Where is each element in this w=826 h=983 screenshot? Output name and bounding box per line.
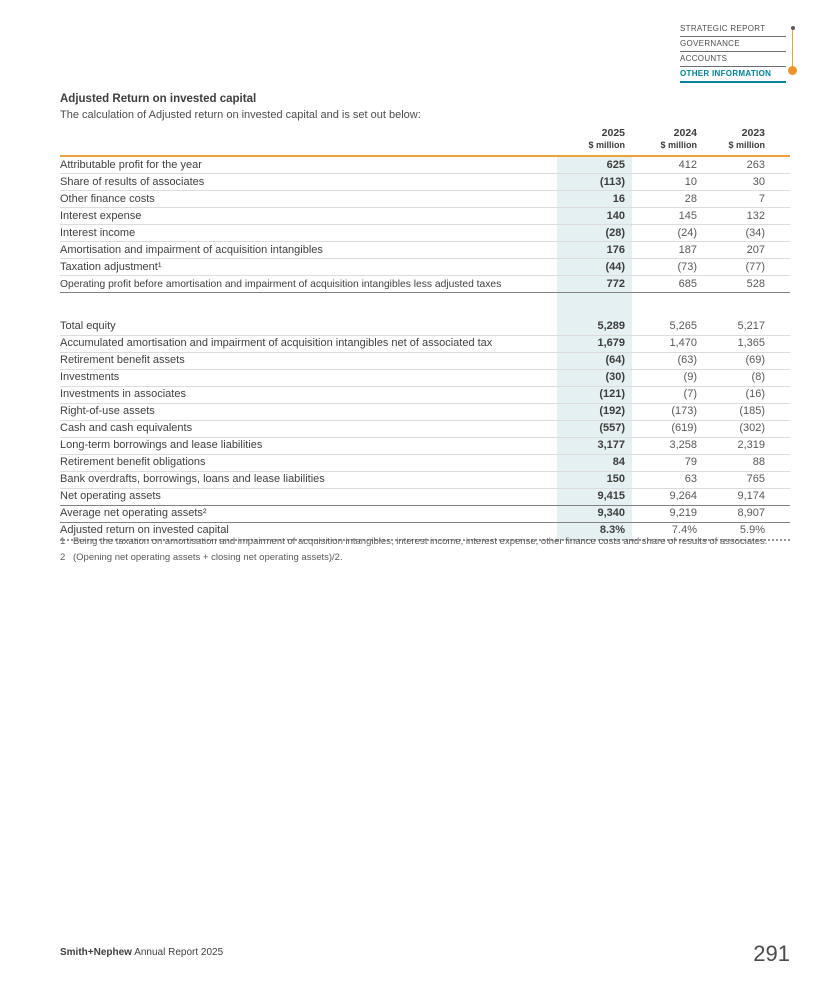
value-2023: (16)	[705, 386, 790, 403]
value-2024: 79	[632, 454, 705, 471]
value-2024: (619)	[632, 420, 705, 437]
value-2024: 9,219	[632, 505, 705, 522]
nav-indicator-top-dot-icon	[791, 26, 795, 30]
column-header-2023	[705, 127, 790, 156]
column-unit: $ million	[660, 140, 697, 150]
value-2025: (121)	[557, 386, 632, 403]
table-row	[60, 437, 790, 454]
footnote-number: 2	[60, 551, 66, 563]
value-2025: 150	[557, 471, 632, 488]
value-2025: (113)	[557, 174, 632, 191]
nav-strategic-report[interactable]: STRATEGIC REPORT	[680, 22, 786, 37]
nav-governance[interactable]: GOVERNANCE	[680, 37, 786, 52]
value-2023: 7	[705, 191, 790, 208]
row-label: Interest expense	[60, 208, 557, 225]
row-label: Adjusted return on invested capital	[60, 522, 557, 540]
section-title: Adjusted Return on invested capital	[60, 93, 257, 105]
nav-accounts[interactable]: ACCOUNTS	[680, 52, 786, 67]
table-row	[60, 454, 790, 471]
value-2025: 84	[557, 454, 632, 471]
value-2024: 412	[632, 156, 705, 174]
value-2025: 1,679	[557, 335, 632, 352]
report-section-nav	[680, 22, 786, 83]
value-2024: 7.4%	[632, 522, 705, 540]
value-2025: 16	[557, 191, 632, 208]
row-label: Investments	[60, 369, 557, 386]
roic-table	[60, 127, 790, 541]
column-year: 2025	[601, 127, 625, 139]
nav-indicator-line	[792, 28, 793, 70]
value-2025: 8.3%	[557, 522, 632, 540]
column-year: 2024	[673, 127, 697, 139]
value-2024	[632, 293, 705, 319]
label-column-header	[60, 127, 557, 156]
value-2023: 8,907	[705, 505, 790, 522]
value-2023: 207	[705, 242, 790, 259]
value-2023: 5,217	[705, 319, 790, 336]
row-label: Operating profit before amortisation and impairment of acquisition intangibles less adjusted taxes	[60, 276, 557, 293]
value-2023: (8)	[705, 369, 790, 386]
row-label: Retirement benefit assets	[60, 352, 557, 369]
table-row	[60, 335, 790, 352]
row-label: Right-of-use assets	[60, 403, 557, 420]
value-2024: (73)	[632, 259, 705, 276]
value-2025: 176	[557, 242, 632, 259]
table-row	[60, 403, 790, 420]
value-2025: 9,415	[557, 488, 632, 505]
footnote-number: 1	[60, 536, 66, 547]
row-label: Total equity	[60, 319, 557, 336]
value-2023: 132	[705, 208, 790, 225]
footer-brand: Smith+Nephew	[60, 947, 132, 958]
value-2025	[557, 293, 632, 319]
value-2024: 187	[632, 242, 705, 259]
table-row	[60, 352, 790, 369]
value-2024: 685	[632, 276, 705, 293]
value-2024: 9,264	[632, 488, 705, 505]
table-row	[60, 488, 790, 505]
table-row	[60, 319, 790, 336]
value-2025: 3,177	[557, 437, 632, 454]
row-label	[60, 293, 557, 319]
value-2024: (24)	[632, 225, 705, 242]
value-2023: 1,365	[705, 335, 790, 352]
value-2024: (173)	[632, 403, 705, 420]
table-row	[60, 208, 790, 225]
table-row	[60, 276, 790, 293]
footnote-text: (Opening net operating assets + closing net operating assets)/2.	[73, 551, 343, 563]
row-label: Attributable profit for the year	[60, 156, 557, 174]
value-2024: 28	[632, 191, 705, 208]
footer-suffix: Annual Report 2025	[131, 947, 224, 958]
value-2023: 88	[705, 454, 790, 471]
footnote-1	[60, 536, 790, 549]
value-2023: 5.9%	[705, 522, 790, 540]
value-2023: 30	[705, 174, 790, 191]
value-2024: 10	[632, 174, 705, 191]
value-2023: 9,174	[705, 488, 790, 505]
value-2024: 63	[632, 471, 705, 488]
value-2025: (28)	[557, 225, 632, 242]
table-row	[60, 225, 790, 242]
value-2023: (69)	[705, 352, 790, 369]
table-row	[60, 386, 790, 403]
value-2025: (557)	[557, 420, 632, 437]
section-intro: The calculation of Adjusted return on invested capital and is set out below:	[60, 109, 421, 121]
row-label: Retirement benefit obligations	[60, 454, 557, 471]
value-2025: (44)	[557, 259, 632, 276]
value-2023: (34)	[705, 225, 790, 242]
table-header-row	[60, 127, 790, 156]
value-2024: (63)	[632, 352, 705, 369]
row-label: Other finance costs	[60, 191, 557, 208]
row-label: Investments in associates	[60, 386, 557, 403]
table-row	[60, 420, 790, 437]
row-label: Cash and cash equivalents	[60, 420, 557, 437]
column-unit: $ million	[588, 140, 625, 150]
column-header-2025	[557, 127, 632, 156]
value-2023: (185)	[705, 403, 790, 420]
row-label: Long-term borrowings and lease liabilities	[60, 437, 557, 454]
footer-report-title	[60, 947, 223, 958]
row-label: Bank overdrafts, borrowings, loans and lease liabilities	[60, 471, 557, 488]
value-2024: 5,265	[632, 319, 705, 336]
value-2025: 9,340	[557, 505, 632, 522]
nav-other-information[interactable]: OTHER INFORMATION	[680, 67, 786, 83]
table-row	[60, 174, 790, 191]
value-2023	[705, 293, 790, 319]
table-row	[60, 242, 790, 259]
table-row	[60, 259, 790, 276]
row-label: Net operating assets	[60, 488, 557, 505]
table-row	[60, 156, 790, 174]
column-header-2024	[632, 127, 705, 156]
row-label: Amortisation and impairment of acquisition intangibles	[60, 242, 557, 259]
row-label: Average net operating assets²	[60, 505, 557, 522]
nav-active-dot-icon	[788, 66, 797, 75]
column-year: 2023	[741, 127, 765, 139]
table-spacer-row	[60, 293, 790, 319]
value-2025: 625	[557, 156, 632, 174]
nav-position-indicator	[788, 24, 800, 78]
value-2024: 3,258	[632, 437, 705, 454]
value-2025: 5,289	[557, 319, 632, 336]
row-label: Share of results of associates	[60, 174, 557, 191]
value-2023: 263	[705, 156, 790, 174]
footnote-2	[60, 552, 790, 565]
column-unit: $ million	[728, 140, 765, 150]
row-label: Interest income	[60, 225, 557, 242]
footnotes	[60, 536, 790, 568]
value-2023: 2,319	[705, 437, 790, 454]
value-2023: 765	[705, 471, 790, 488]
value-2024: (7)	[632, 386, 705, 403]
value-2023: (77)	[705, 259, 790, 276]
value-2025: (192)	[557, 403, 632, 420]
value-2024: 145	[632, 208, 705, 225]
value-2025: 140	[557, 208, 632, 225]
value-2023: (302)	[705, 420, 790, 437]
value-2024: (9)	[632, 369, 705, 386]
table-row	[60, 191, 790, 208]
footnote-text: Being the taxation on amortisation and impairment of acquisition intangibles, interest income, interest expense, other finance costs and share of results of associates.	[73, 536, 768, 547]
value-2025: (64)	[557, 352, 632, 369]
table-row	[60, 471, 790, 488]
row-label: Accumulated amortisation and impairment of acquisition intangibles net of associated tax	[60, 335, 557, 352]
value-2023: 528	[705, 276, 790, 293]
value-2025: (30)	[557, 369, 632, 386]
value-2024: 1,470	[632, 335, 705, 352]
table-row	[60, 369, 790, 386]
value-2025: 772	[557, 276, 632, 293]
row-label: Taxation adjustment¹	[60, 259, 557, 276]
table-row	[60, 505, 790, 522]
page-number: 291	[753, 941, 790, 966]
